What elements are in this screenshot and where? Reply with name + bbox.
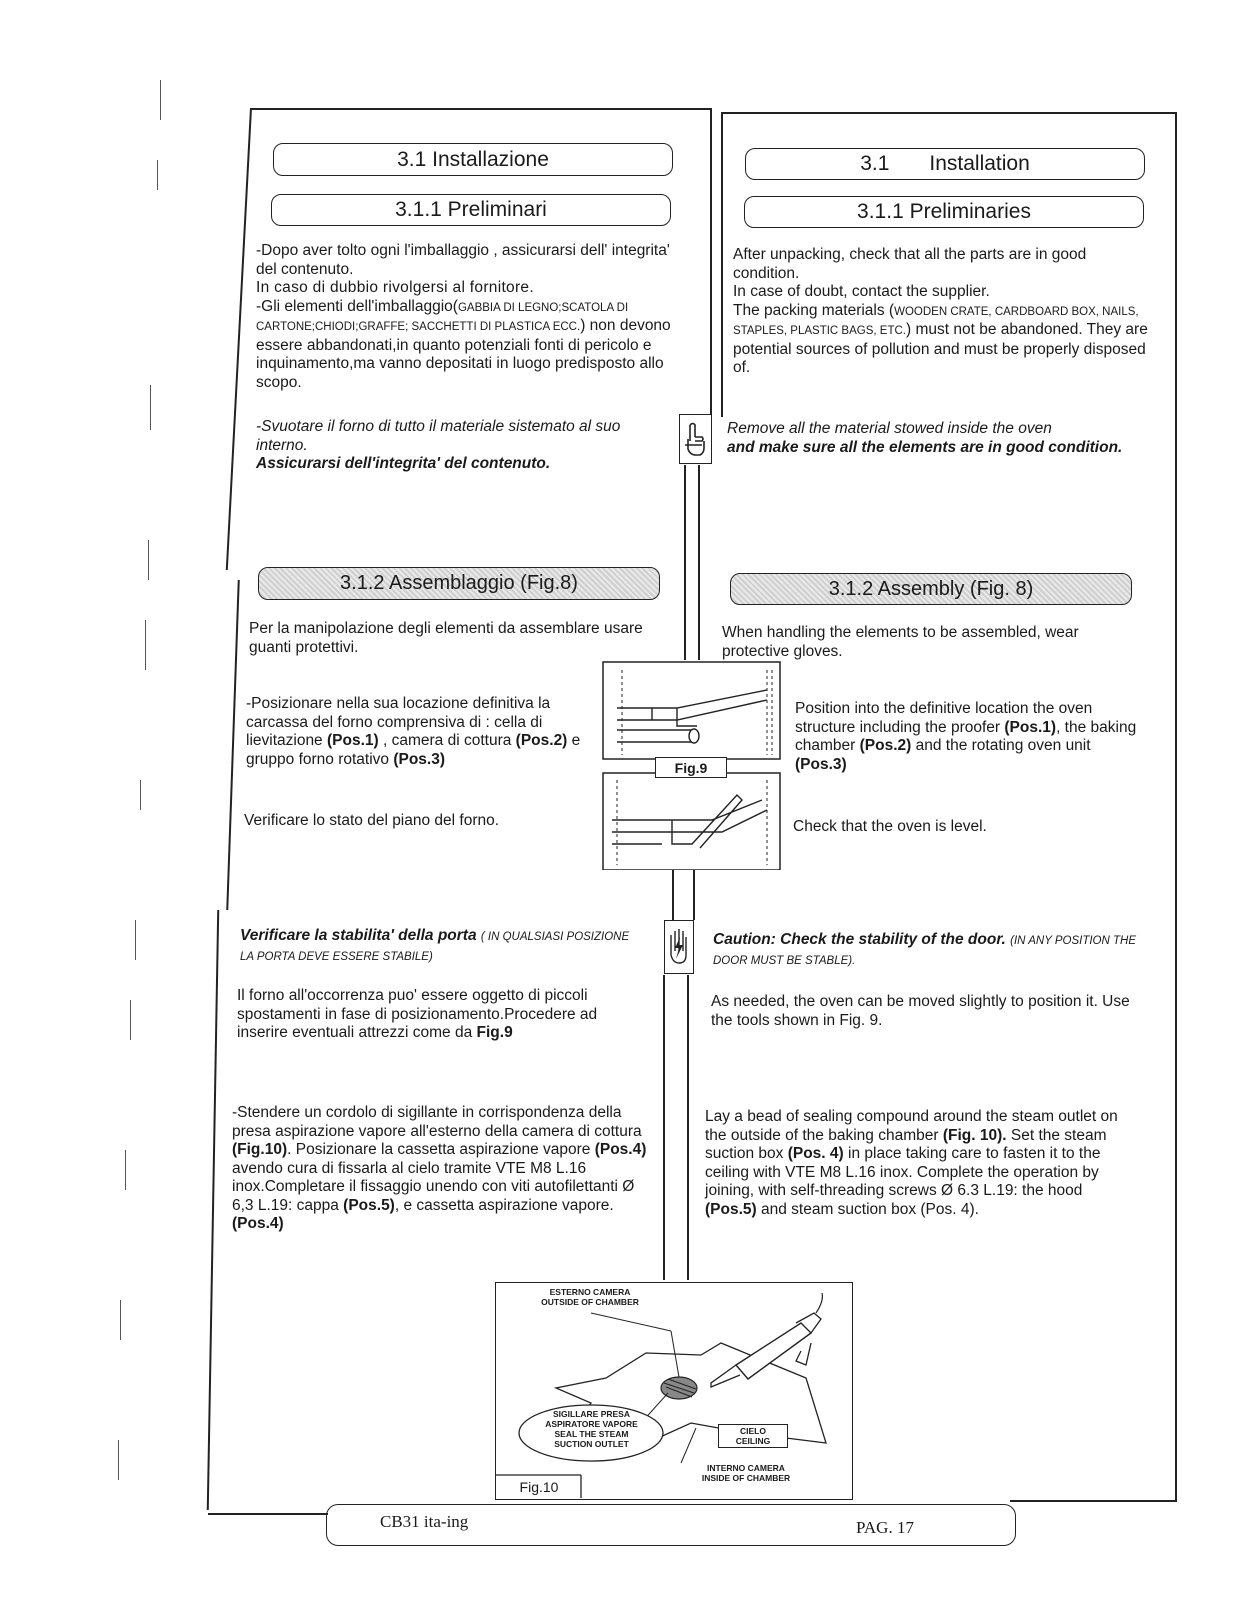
figure-10: [495, 1282, 853, 1500]
label-text: Fig.9: [674, 759, 708, 776]
text: (Pos.2): [515, 732, 568, 749]
text: (Pos. 4): [787, 1145, 844, 1162]
paragraph-seal-en: [705, 1108, 1135, 1219]
text: and steam suction box (Pos. 4).: [756, 1200, 979, 1218]
label-seal-outlet: [524, 1409, 659, 1449]
center-divider-3: [684, 465, 686, 660]
margin-mark: [157, 160, 158, 190]
text: -Svuotare il forno di tutto il materiale sistemato al suo interno.: [256, 418, 621, 454]
paragraph-empty-oven-it: [256, 418, 666, 474]
frame-left-lower: [207, 910, 219, 1510]
margin-mark: [148, 540, 149, 580]
text: e gruppo forno rotativo: [246, 732, 581, 768]
text: In case of doubt, contact the supplier.: [733, 283, 990, 300]
text: (Pos.5): [343, 1196, 395, 1214]
text: The packing materials (: [733, 301, 895, 319]
paragraph-door-en: [713, 931, 1143, 970]
text: -Stendere un cordolo di sigillante in corrispondenza della presa aspirazione vapore all'esterno della camera di cottura: [232, 1104, 642, 1140]
margin-mark: [120, 1300, 121, 1340]
text: Assicurarsi dell'integrita' del contenuto.: [256, 455, 551, 472]
text: WOODEN CRATE, CARDBOARD BOX, NAILS, STAPLES, PLASTIC BAGS, ETC.: [733, 305, 1139, 337]
fig10-label: [498, 1476, 580, 1498]
text: Verificare la stabilita' della porta: [240, 927, 477, 944]
frame-left-upper: [226, 108, 252, 570]
text: ESTERNO CAMERA: [549, 1287, 631, 1297]
text: (Pos.4): [594, 1141, 647, 1158]
margin-mark: [140, 780, 141, 810]
text: (Pos.3): [795, 755, 847, 773]
text: CEILING: [735, 1436, 771, 1446]
text: Verificare lo stato del piano del forno.: [244, 812, 500, 829]
margin-mark: [118, 1440, 119, 1480]
text: Set the steam suction box: [705, 1126, 1107, 1162]
text: (Pos.5): [705, 1200, 757, 1218]
label-ceiling: [718, 1424, 788, 1448]
subsection-heading-en: [744, 196, 1144, 228]
paragraph-gloves-en: [722, 624, 1122, 661]
frame-left-mid: [226, 580, 239, 910]
text: Il forno all'occorrenza puo' essere oggetto di piccoli spostamenti in fase di posizionamento.Procedere ad inserire eventuali attrezzi come da: [237, 987, 598, 1041]
text: Caution: Check the stability of the door.: [713, 931, 1006, 948]
margin-mark: [150, 385, 151, 430]
center-divider-6: [693, 870, 695, 920]
center-divider-2: [721, 112, 723, 417]
label-inside-chamber: [696, 1463, 796, 1483]
text: CIELO: [740, 1426, 766, 1436]
paragraph-seal-it: [232, 1104, 652, 1234]
heading-text: 3.1 Installazione: [397, 147, 549, 171]
text: (Fig.10): [232, 1141, 288, 1158]
text: and the rotating oven unit: [911, 737, 1091, 754]
footer-document-code: CB31 ita-ing: [380, 1512, 469, 1531]
pointing-hand-icon: [679, 414, 712, 464]
text: Check that the oven is level.: [793, 818, 987, 835]
label-text: Fig.10: [519, 1479, 559, 1495]
text: In caso di dubbio rivolgersi al fornitore.: [256, 279, 534, 296]
text: SIGILLARE PRESA: [553, 1409, 630, 1419]
text: (Pos.2): [859, 737, 912, 754]
text: (Pos.3): [393, 750, 446, 768]
margin-mark: [125, 1150, 126, 1190]
text: As needed, the oven can be moved slightly to position it. Use the tools shown in Fig. 9.: [711, 993, 1130, 1029]
text: -Gli elementi dell'imballaggio(: [256, 297, 458, 315]
section-heading-en: [745, 148, 1145, 180]
text: SEAL THE STEAM: [554, 1429, 629, 1439]
heading-text: Installation: [929, 152, 1030, 175]
text: , the baking chamber: [795, 718, 1137, 754]
center-divider-5: [672, 870, 674, 920]
text: (Pos.1): [327, 732, 379, 749]
paragraph-level-en: [793, 818, 1093, 837]
fig9-label: [655, 757, 727, 778]
paragraph-gloves-it: [249, 620, 649, 657]
text: ( IN QUALSIASI POSIZIONE LA PORTA DEVE ESSERE STABILE): [240, 931, 630, 963]
subsection-assembly-heading-en: [730, 573, 1132, 605]
text: , camera di cottura: [378, 732, 516, 749]
margin-mark: [135, 920, 136, 960]
paragraph-move-en: [711, 993, 1141, 1030]
paragraph-empty-oven-en: [727, 420, 1147, 457]
text: When handling the elements to be assembled, wear protective gloves.: [722, 624, 1079, 660]
text: Position into the definitive location the oven structure including the proofer: [795, 700, 1093, 736]
subsection-assembly-heading-it: [258, 567, 660, 600]
text: GABBIA DI LEGNO;SCATOLA DI CARTONE;CHIODI;GRAFFE; SACCHETTI DI PLASTICA ECC.: [256, 301, 629, 333]
footer-page-number: PAG. 17: [856, 1518, 914, 1537]
heading-number: 3.1: [860, 152, 890, 175]
label-outside-chamber: [530, 1287, 650, 1307]
margin-mark: [160, 80, 161, 120]
paragraph-move-it: [237, 987, 637, 1043]
heading-text: 3.1.2 Assemblaggio (Fig.8): [340, 572, 578, 594]
frame-bottom-right: [1010, 1500, 1175, 1502]
text: (Pos.4): [232, 1215, 284, 1232]
text: Per la manipolazione degli elementi da assemblare usare guanti protettivi.: [249, 620, 643, 656]
center-divider-7: [663, 975, 665, 1280]
text: . Posizionare la cassetta aspirazione vapore: [287, 1141, 595, 1158]
text: Remove all the material stowed inside the oven: [727, 420, 1052, 437]
paragraph-prelim-en: [733, 246, 1153, 378]
margin-mark: [145, 620, 146, 670]
frame-top-left: [250, 108, 710, 110]
text: ) must not be abandoned. They are potential sources of pollution and must be properly disposed of.: [733, 321, 1148, 376]
margin-mark: [130, 1000, 131, 1040]
heading-text: 3.1.2 Assembly (Fig. 8): [828, 577, 1034, 600]
paragraph-position-it: [246, 695, 586, 769]
text: (Pos.1): [1004, 718, 1057, 736]
text: (IN ANY POSITION THE DOOR MUST BE STABLE).: [713, 935, 1137, 967]
paragraph-level-it: [244, 812, 584, 831]
heading-text: 3.1.1 Preliminari: [395, 198, 547, 221]
text: Fig.9: [476, 1024, 513, 1041]
section-heading-it: [273, 143, 673, 176]
text: and make sure all the elements are in good condition.: [727, 438, 1123, 456]
center-divider-8: [687, 975, 689, 1280]
text: -Posizionare nella sua locazione definitiva la carcassa del forno comprensiva di : cella di lievitazione: [246, 695, 551, 749]
heading-text: 3.1.1 Preliminaries: [857, 200, 1031, 223]
text: INSIDE OF CHAMBER: [701, 1473, 791, 1483]
paragraph-prelim-it: [256, 242, 676, 392]
text: -Dopo aver tolto ogni l'imballaggio , assicurarsi dell' integrita' del contenuto.: [256, 242, 670, 278]
text: After unpacking, check that all the parts are in good condition.: [733, 246, 1087, 282]
subsection-heading-it: [271, 194, 671, 226]
paragraph-position-en: [795, 700, 1145, 774]
text: Lay a bead of sealing compound around the steam outlet on the outside of the baking chamber: [705, 1108, 1118, 1144]
center-divider-1: [710, 108, 712, 420]
frame-top-right: [721, 112, 1175, 114]
paragraph-door-it: [240, 927, 640, 966]
electric-hazard-icon: [664, 920, 694, 974]
text: OUTSIDE OF CHAMBER: [541, 1297, 639, 1307]
text: (Fig. 10).: [942, 1126, 1007, 1144]
frame-bottom-left: [208, 1513, 328, 1515]
text: SUCTION OUTLET: [554, 1439, 629, 1449]
text: in place taking care to fasten it to the ceiling with VTE M8 L.16 inox. Complete the operation by joining, with self-threading screws Ø 6.3 L.19: the hood: [705, 1145, 1101, 1199]
center-divider-4: [698, 465, 700, 660]
text: , e cassetta aspirazione vapore.: [394, 1196, 614, 1214]
text: INTERNO CAMERA: [707, 1463, 785, 1473]
text: avendo cura di fissarla al cielo tramite VTE M8 L.16 inox.Completare il fissaggio unendo con viti autofilettanti Ø 6,3 L.19: cappa: [232, 1159, 635, 1214]
frame-right: [1175, 112, 1177, 1502]
text: ) non devono essere abbandonati,in quanto potenziali fonti di pericolo e inquinamento,ma vanno depositati in luogo predisposto allo scopo.: [256, 317, 671, 391]
text: ASPIRATORE VAPORE: [545, 1419, 638, 1429]
